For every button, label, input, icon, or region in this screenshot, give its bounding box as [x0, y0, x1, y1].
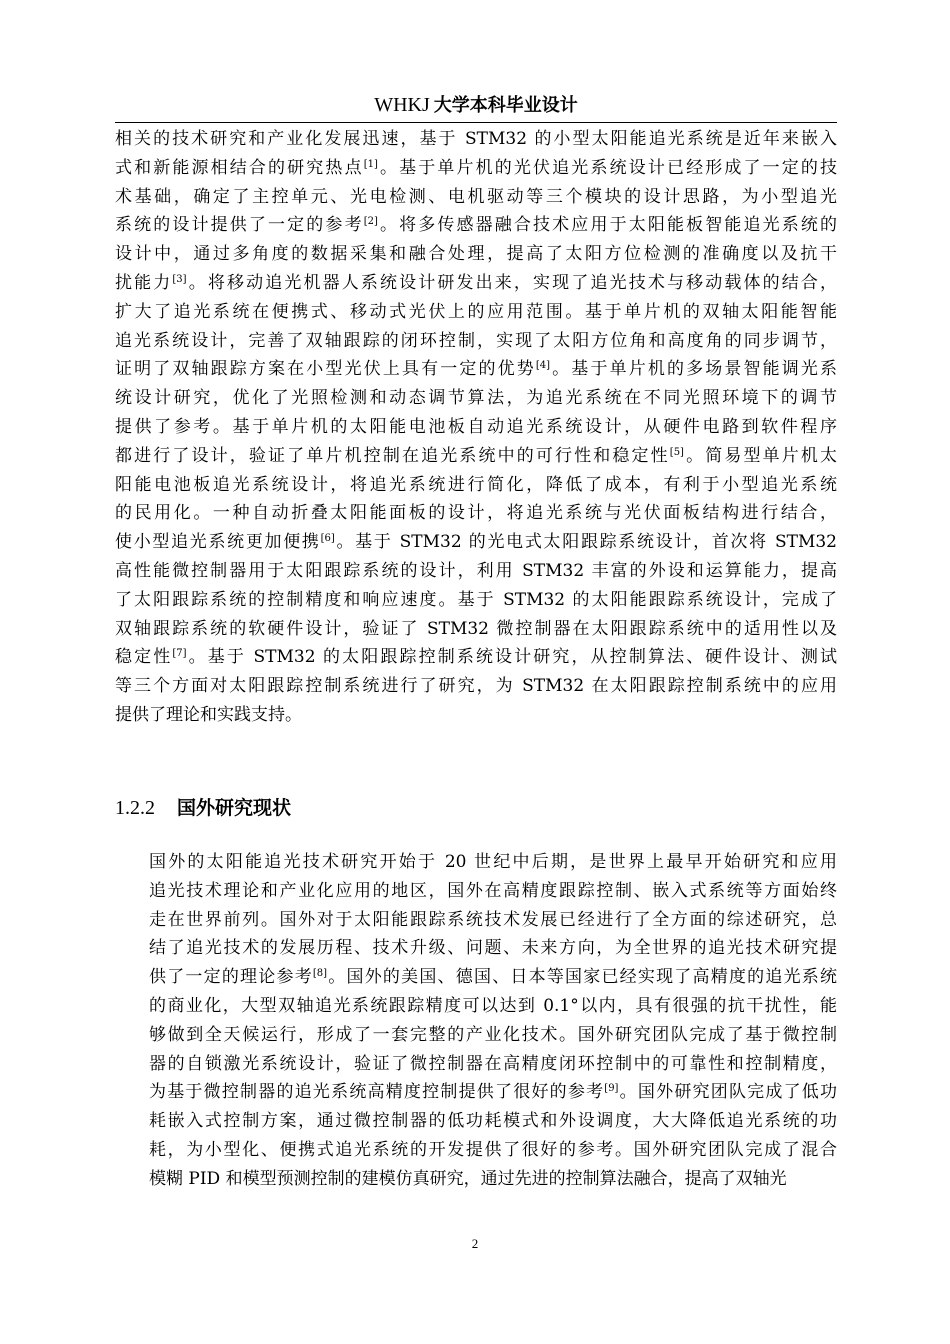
- text-segment: 。将多传感器融合技术应用于太阳能板智能追光系统的: [377, 215, 838, 236]
- text-segment: 式和新能源相结合的研究热点: [115, 157, 364, 178]
- text-segment: 。将移动追光机器人系统设计研发出来，实现了追光技术与移动载体的结合，: [186, 272, 838, 293]
- citation-ref: [8]: [312, 968, 328, 980]
- text-segment: 阳能电池板追光系统设计，将追光系统进行简化，降低了成本，有利于小型追光系统: [115, 474, 837, 495]
- text-line: [115, 963, 837, 992]
- text-segment: 相关的技术研究和产业化发展迅速，基于 STM32 的小型太阳能追光系统是近年来嵌入: [115, 129, 837, 149]
- text-line: [115, 1078, 837, 1107]
- text-segment: 。国外研究团队完成了低功: [618, 1082, 838, 1103]
- text-segment: 等三个方面对太阳跟踪控制系统进行了研究，为 STM32 在太阳跟踪控制系统中的应用: [115, 676, 837, 697]
- citation-ref: [2]: [363, 216, 378, 228]
- section-heading: [115, 792, 291, 823]
- header-chinese-text: 大学本科毕业设计: [433, 95, 578, 116]
- text-line: [115, 877, 837, 906]
- text-segment: 的商业化，大型双轴追光系统跟踪精度可以达到 0.1°以内，具有很强的抗干扰性，能: [149, 995, 837, 1016]
- text-line: [115, 183, 837, 212]
- text-line: [115, 992, 837, 1021]
- text-segment: 耗，为小型化、便携式追光系统的开发提供了很好的参考。国外研究团队完成了混合: [149, 1139, 837, 1160]
- text-line: [115, 1107, 837, 1136]
- text-segment: 。基于 STM32 的光电式太阳跟踪系统设计，首次将 STM32: [334, 532, 837, 553]
- citation-ref: [6]: [320, 533, 335, 545]
- text-line: [115, 586, 837, 615]
- text-segment: 都进行了设计，验证了单片机控制在追光系统中的可行性和稳定性: [115, 445, 670, 466]
- text-line: [115, 355, 837, 384]
- text-segment: 提供了参考。基于单片机的太阳能电池板自动追光系统设计，从硬件电路到软件程序: [115, 416, 837, 437]
- text-segment: 够做到全天候运行，形成了一套完整的产业化技术。国外研究团队完成了基于微控制: [149, 1024, 837, 1045]
- text-segment: 高性能微控制器用于太阳跟踪系统的设计，利用 STM32 丰富的外设和运算能力，提高: [115, 560, 837, 581]
- text-line: [115, 1021, 837, 1050]
- text-segment: 为基于微控制器的追光系统高精度控制提供了很好的参考: [149, 1082, 605, 1103]
- text-line: [115, 154, 837, 183]
- text-line: [115, 442, 837, 471]
- text-segment: 器的自锁激光系统设计，验证了微控制器在高精度闭环控制中的可靠性和控制精度，: [149, 1053, 837, 1074]
- paragraph-foreign-research: [115, 848, 837, 1194]
- text-segment: 提供了理论和实践支持。: [115, 704, 302, 725]
- text-line: [115, 125, 837, 154]
- text-line: [115, 240, 837, 269]
- text-segment: 追光技术理论和产业化应用的地区，国外在高精度跟踪控制、嵌入式系统等方面始终: [149, 880, 837, 901]
- text-segment: 。国外的美国、德国、日本等国家已经实现了高精度的追光系统: [327, 967, 838, 988]
- text-segment: 稳定性: [115, 647, 173, 668]
- text-segment: 模糊 PID 和模型预测控制的建模仿真研究，通过先进的控制算法融合，提高了双轴光: [149, 1168, 787, 1189]
- header-latin-text: WHKJ: [374, 94, 430, 116]
- text-line: [115, 327, 837, 356]
- citation-ref: [7]: [172, 648, 187, 660]
- text-segment: 结了追光技术的发展历程、技术升级、问题、未来方向，为全世界的追光技术研究提: [149, 938, 837, 959]
- text-line: [115, 269, 837, 298]
- text-segment: 统设计研究，优化了光照检测和动态调节算法，为追光系统在不同光照环境下的调节: [115, 388, 837, 409]
- text-segment: 追光系统设计，完善了双轴跟踪的闭环控制，实现了太阳方位角和高度角的同步调节，: [115, 330, 837, 351]
- citation-ref: [1]: [363, 158, 378, 170]
- text-segment: 双轴跟踪系统的软硬件设计，验证了 STM32 微控制器在太阳跟踪系统中的适用性以及: [115, 618, 837, 639]
- text-line: [115, 643, 837, 672]
- text-line: [115, 1165, 837, 1194]
- text-line: [115, 1050, 837, 1079]
- text-line: [115, 1136, 837, 1165]
- text-line: [115, 701, 837, 730]
- section-title: 国外研究现状: [177, 797, 292, 819]
- text-line: [115, 672, 837, 701]
- text-line: [115, 557, 837, 586]
- text-segment: 证明了双轴跟踪方案在小型光伏上具有一定的优势: [115, 359, 536, 380]
- text-line: [115, 298, 837, 327]
- text-segment: 系统的设计提供了一定的参考: [115, 215, 364, 236]
- text-segment: 了太阳跟踪系统的控制精度和响应速度。基于 STM32 的太阳能跟踪系统设计，完成了: [115, 589, 837, 610]
- text-line: [115, 615, 837, 644]
- text-segment: 使小型追光系统更加便携: [115, 532, 321, 553]
- citation-ref: [3]: [172, 273, 187, 285]
- text-segment: 扰能力: [115, 272, 173, 293]
- text-segment: 术基础，确定了主控单元、光电检测、电机驱动等三个模块的设计思路，为小型追光: [115, 186, 837, 207]
- text-line: [115, 906, 837, 935]
- text-line: [115, 934, 837, 963]
- text-line: [115, 211, 837, 240]
- text-line: [115, 471, 837, 500]
- citation-ref: [9]: [604, 1083, 619, 1095]
- text-line: [115, 499, 837, 528]
- text-segment: 设计中，通过多角度的数据采集和融合处理，提高了太阳方位检测的准确度以及抗干: [115, 244, 837, 265]
- text-segment: 供了一定的理论参考: [149, 967, 313, 988]
- text-segment: 。基于单片机的多场景智能调光系: [550, 359, 838, 380]
- text-line: [115, 413, 837, 442]
- text-line: [115, 384, 837, 413]
- text-segment: 。简易型单片机太: [683, 445, 838, 466]
- text-segment: 。基于单片机的光伏追光系统设计已经形成了一定的技: [377, 157, 838, 178]
- citation-ref: [4]: [535, 360, 551, 372]
- text-segment: 扩大了追光系统在便携式、移动式光伏上的应用范围。基于单片机的双轴太阳能智能: [115, 301, 837, 322]
- page-number: 2: [471, 1236, 479, 1251]
- text-line: [115, 848, 837, 877]
- text-segment: 。基于 STM32 的太阳跟踪控制系统设计研究，从控制算法、硬件设计、测试: [186, 647, 837, 668]
- text-segment: 耗嵌入式控制方案，通过微控制器的低功耗模式和外设调度，大大降低追光系统的功: [149, 1111, 837, 1132]
- text-segment: 走在世界前列。国外对于太阳能跟踪系统技术发展已经进行了全方面的综述研究，总: [149, 909, 837, 930]
- text-line: [115, 528, 837, 557]
- text-segment: 的民用化。一种自动折叠太阳能面板的设计，将追光系统与光伏面板结构进行结合，: [115, 503, 837, 524]
- citation-ref: [5]: [669, 446, 684, 458]
- paragraph-domestic-research: [115, 125, 837, 730]
- page-header: [115, 92, 837, 123]
- section-number: 1.2.2: [115, 797, 155, 819]
- text-segment: 国外的太阳能追光技术研究开始于 20 世纪中后期，是世界上最早开始研究和应用: [149, 852, 837, 872]
